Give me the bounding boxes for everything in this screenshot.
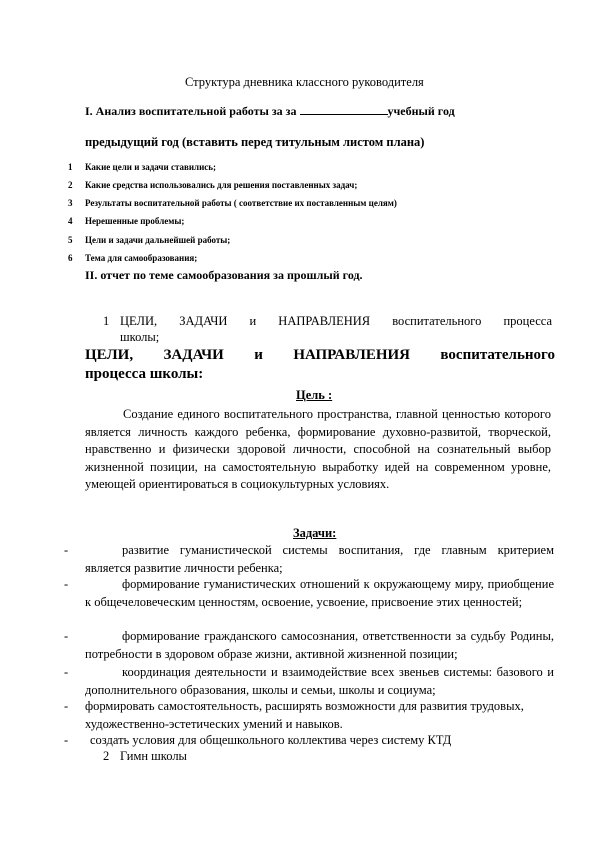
list-item-number: 3 <box>68 198 73 208</box>
list-item-number: 6 <box>68 253 73 263</box>
task-item <box>64 664 554 699</box>
list-item <box>68 253 197 263</box>
section1-heading-end: учебный год <box>387 104 455 118</box>
list-item-text: Цели и задачи дальнейшей работы; <box>85 235 231 245</box>
document-title: Структура дневника классного руководителя <box>185 75 424 89</box>
goals-heading-line1: ЦЕЛИ, ЗАДАЧИ и НАПРАВЛЕНИЯ воспитательного <box>85 347 555 363</box>
goal-heading: Цель : <box>296 388 333 402</box>
list-item <box>68 216 184 226</box>
numbered-item-number: 2 <box>103 749 110 763</box>
goals-heading <box>85 346 555 384</box>
fill-in-blank <box>300 104 388 115</box>
task-text: развитие гуманистической системы воспитания, где главным критерием является развитие личности ребенка; <box>85 543 554 575</box>
list-item-number: 1 <box>68 162 73 172</box>
numbered-item-1 <box>103 313 552 345</box>
list-item-text: Какие цели и задачи ставились; <box>85 162 217 172</box>
task-item <box>64 576 554 611</box>
task-dash: - <box>64 577 69 591</box>
section1-heading <box>85 104 455 119</box>
task-text: формирование гражданского самосознания, ответственности за судьбу Родины, потребности в здоровом образе жизни, активной жизненной позиции; <box>85 629 554 661</box>
numbered-item-2 <box>103 749 187 764</box>
task-dash: - <box>64 543 69 557</box>
list-item <box>68 235 230 245</box>
section2-heading: II. отчет по теме самообразования за прошлый год. <box>85 268 363 282</box>
list-item-text: Какие средства использовались для решения поставленных задач; <box>85 180 358 190</box>
list-item-number: 2 <box>68 180 73 190</box>
task-text: формировать самостоятельность, расширять возможности для развития трудовых, художественно-эстетических умений и навыков. <box>85 699 524 731</box>
list-item-text: Нерешенные проблемы; <box>85 216 185 226</box>
list-item-text: Тема для самообразования; <box>85 253 198 263</box>
section1-subheading: предыдущий год (вставить перед титульным листом плана) <box>85 135 425 149</box>
numbered-item-line1: ЦЕЛИ, ЗАДАЧИ и НАПРАВЛЕНИЯ воспитательного процесса <box>120 314 552 328</box>
task-item <box>64 698 554 733</box>
numbered-item-text: Гимн школы <box>120 749 187 763</box>
task-item <box>64 628 554 663</box>
task-text: формирование гуманистических отношений к окружающему миру, приобщение к общечеловеческим ценностям, освоение, усвоение, присвоение этих ценностей; <box>85 577 554 609</box>
list-item <box>68 180 357 190</box>
task-text: создать условия для общешкольного коллектива через систему КТД <box>90 733 452 747</box>
task-item <box>64 542 554 577</box>
task-dash: - <box>64 699 69 713</box>
task-text: координация деятельности и взаимодействие всех звеньев системы: базового и дополнительного образования, школы и семьи, школы и социума; <box>85 665 554 697</box>
task-dash: - <box>64 665 69 679</box>
numbered-item-line2: школы; <box>120 330 160 344</box>
numbered-item-number: 1 <box>103 314 110 328</box>
task-item <box>64 732 554 750</box>
section1-heading-start: I. Анализ воспитательной работы за за <box>85 104 297 118</box>
tasks-heading: Задачи: <box>293 526 337 540</box>
task-dash: - <box>64 629 69 643</box>
goal-paragraph: Создание единого воспитательного пространства, главной ценностью которого является личность каждого ребенка, формирование духовно-развитой, творческой, нравственно и физически здоровой личности, способной на сознательный выбор жизненной позиции, на самостоятельную выработку идей на современном уровне, умеющей ориентироваться в социокультурных условиях. <box>85 407 551 491</box>
list-item <box>68 162 216 172</box>
list-item-number: 5 <box>68 235 73 245</box>
task-dash: - <box>64 733 69 747</box>
goals-heading-line2: процесса школы: <box>85 366 204 382</box>
list-item-number: 4 <box>68 216 73 226</box>
list-item <box>68 198 397 208</box>
list-item-text: Результаты воспитательной работы ( соответствие их поставленным целям) <box>85 198 397 208</box>
